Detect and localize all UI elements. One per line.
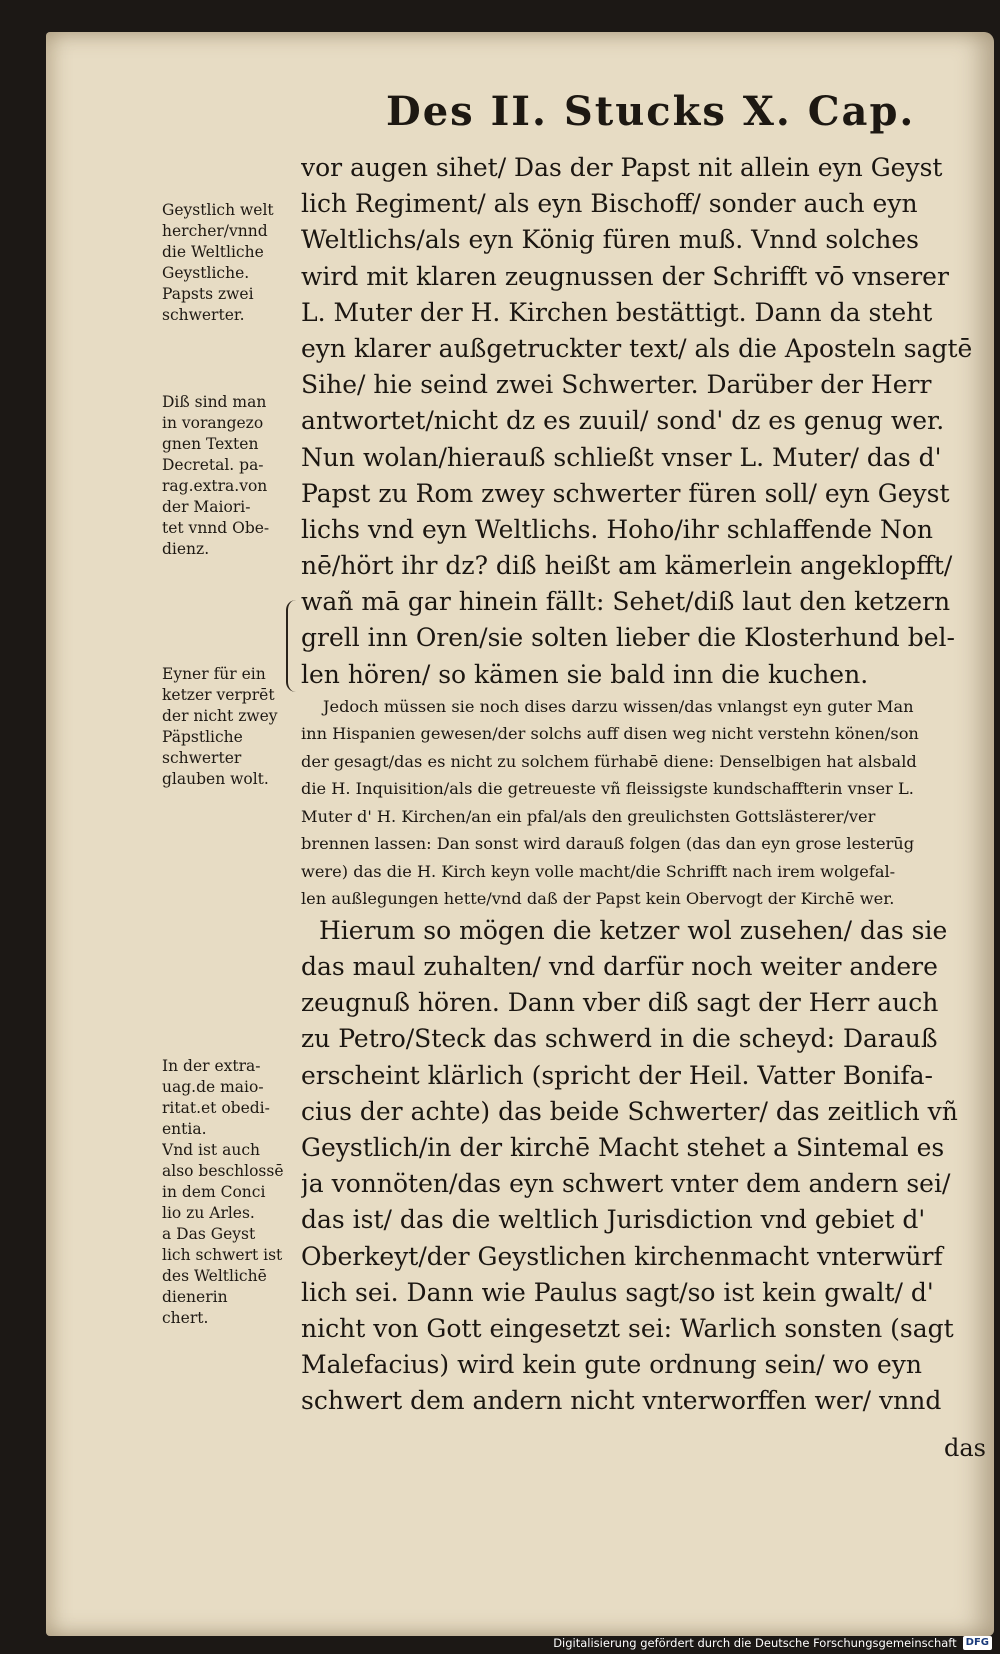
margin-note-line: Geystliche. (162, 264, 250, 282)
running-head: Des II. Stucks X. Cap. (386, 88, 916, 135)
margin-note-line: in dem Conci (162, 1183, 266, 1201)
text-line: ja vonnöten/das eyn schwert vnter dem andern sei/ (301, 1169, 951, 1199)
margin-note-line: also beschlossē (162, 1162, 284, 1180)
text-line: Papst zu Rom zwey schwerter füren soll/ eyn Geyst (301, 478, 950, 508)
margin-note-line: tet vnnd Obe- (162, 519, 270, 537)
text-line: Oberkeyt/der Geystlichen kirchenmacht vnterwürf (301, 1241, 943, 1271)
small-text-line: len außlegungen hette/vnd daß der Papst kein Obervogt der Kirchē wer. (301, 889, 895, 909)
text-line: Weltlichs/als eyn König füren muß. Vnnd solches (301, 225, 919, 255)
margin-note-line: ritat.et obedi- (162, 1099, 270, 1117)
text-line: eyn klarer außgetruckter text/ als die Aposteln sagtē (301, 333, 973, 363)
catchword: das (944, 1434, 986, 1462)
text-line: erscheint klärlich (spricht der Heil. Vatter Bonifa- (301, 1060, 933, 1090)
margin-note (162, 664, 278, 790)
book-page (46, 32, 994, 1636)
text-line: lich Regiment/ als eyn Bischoff/ sonder auch eyn (301, 189, 918, 219)
text-line: Nun wolan/hierauß schließt vnser L. Muter/ das d' (301, 442, 942, 472)
digitization-credit (553, 1634, 992, 1652)
text-line: zeugnuß hören. Dann vber diß sagt der Herr auch (301, 988, 939, 1018)
small-text-line: die H. Inquisition/als die getreueste vñ fleissigste kundschaffterin vnser L. (301, 779, 914, 799)
margin-note-line: des Weltlichē (162, 1267, 267, 1285)
dfg-logo-icon: DFG (963, 1636, 992, 1650)
margin-note-line: chert. (162, 1309, 209, 1327)
text-line: len hören/ so kämen sie bald inn die kuchen. (301, 659, 869, 689)
margin-note (162, 200, 274, 326)
text-line: antwortet/nicht dz es zuuil/ sond' dz es genug wer. (301, 406, 945, 436)
text-line: nicht von Gott eingesetzt sei: Warlich sonsten (sagt (301, 1313, 954, 1343)
margin-note-line: Päpstliche (162, 728, 243, 746)
margin-note-line: schwerter (162, 749, 242, 767)
margin-note-line: schwerter. (162, 306, 245, 324)
credit-text: Digitalisierung gefördert durch die Deutsche Forschungsgemeinschaft (553, 1636, 957, 1650)
margin-note-line: Decretal. pa- (162, 456, 264, 474)
margin-note-line: hercher/vnnd (162, 222, 268, 240)
text-line: das ist/ das die weltlich Jurisdiction vnd gebiet d' (301, 1205, 926, 1235)
margin-note-line: Papsts zwei (162, 285, 254, 303)
text-line: wird mit klaren zeugnussen der Schrifft vō vnserer (301, 261, 949, 291)
margin-note-line: a Das Geyst (162, 1225, 256, 1243)
text-line: grell inn Oren/sie solten lieber die Klosterhund bel- (301, 623, 955, 653)
margin-note-line: Geystlich welt (162, 201, 274, 219)
margin-note-line: gnen Texten (162, 435, 259, 453)
margin-note-line: die Weltliche (162, 243, 264, 261)
margin-note-line: Diß sind man (162, 393, 267, 411)
text-line: Malefacius) wird kein gute ordnung sein/ wo eyn (301, 1350, 923, 1380)
margin-note-line: lio zu Arles. (162, 1204, 255, 1222)
margin-note-line: uag.de maio- (162, 1078, 264, 1096)
margin-note-line: rag.extra.von (162, 477, 268, 495)
small-text-line: brennen lassen: Dan sonst wird darauß folgen (das dan eyn grose lesterūg (301, 834, 915, 854)
margin-note-line: glauben wolt. (162, 770, 269, 788)
margin-note (162, 392, 269, 560)
text-line: vor augen sihet/ Das der Papst nit allein eyn Geyst (301, 153, 943, 182)
text-line: zu Petro/Steck das schwerd in die scheyd: Darauß (301, 1024, 938, 1054)
text-line: lich sei. Dann wie Paulus sagt/so ist kein gwalt/ d' (301, 1277, 934, 1307)
margin-note-line: der nicht zwey (162, 707, 278, 725)
small-text-line: Muter d' H. Kirchen/an ein pfal/als den greulichsten Gottslästerer/ver (301, 806, 876, 826)
main-text (301, 150, 1000, 1419)
text-line: schwert dem andern nicht vnterworffen wer/ vnnd (301, 1386, 942, 1416)
margin-note (162, 1056, 284, 1329)
text-line: das maul zuhalten/ vnd darfür noch weiter andere (301, 952, 938, 981)
text-line: cius der achte) das beide Schwerter/ das zeitlich vñ (301, 1096, 958, 1126)
margin-note-line: lich schwert ist (162, 1246, 283, 1264)
margin-note-line: der Maiori- (162, 498, 251, 516)
margin-note-line: dienz. (162, 540, 210, 558)
text-line: nē/hört ihr dz? diß heißt am kämerlein angeklopfft/ (301, 551, 953, 581)
text-line: lichs vnd eyn Weltlichs. Hoho/ihr schlaffende Non (301, 514, 934, 544)
text-line: Geystlich/in der kirchē Macht stehet a Sintemal es (301, 1132, 945, 1162)
text-line: L. Muter der H. Kirchen bestättigt. Dann da steht (301, 297, 933, 327)
margin-note-line: In der extra- (162, 1057, 261, 1075)
text-line: Hierum so mögen die ketzer wol zusehen/ das sie (319, 915, 948, 945)
margin-note-line: ketzer verprēt (162, 686, 275, 704)
margin-note-line: entia. (162, 1120, 207, 1138)
text-line: wañ mā gar hinein fällt: Sehet/diß laut den ketzern (301, 587, 951, 617)
margin-bracket (286, 600, 302, 692)
small-text-line: inn Hispanien gewesen/der solchs auff disen weg nicht verstehn könen/son (301, 724, 919, 744)
margin-note-line: dienerin (162, 1288, 228, 1306)
margin-note-line: Vnd ist auch (162, 1141, 260, 1159)
small-text-line: der gesagt/das es nicht zu solchem fürhabē diene: Denselbigen hat alsbald (301, 751, 917, 771)
margin-note-line: Eyner für ein (162, 665, 266, 683)
small-text-line: Jedoch müssen sie noch dises darzu wissen/das vnlangst eyn guter Man (323, 696, 914, 716)
margin-note-line: in vorangezo (162, 414, 264, 432)
text-line: Sihe/ hie seind zwei Schwerter. Darüber der Herr (301, 370, 932, 400)
small-text-line: were) das die H. Kirch keyn volle macht/die Schrifft nach irem wolgefal- (301, 861, 896, 881)
